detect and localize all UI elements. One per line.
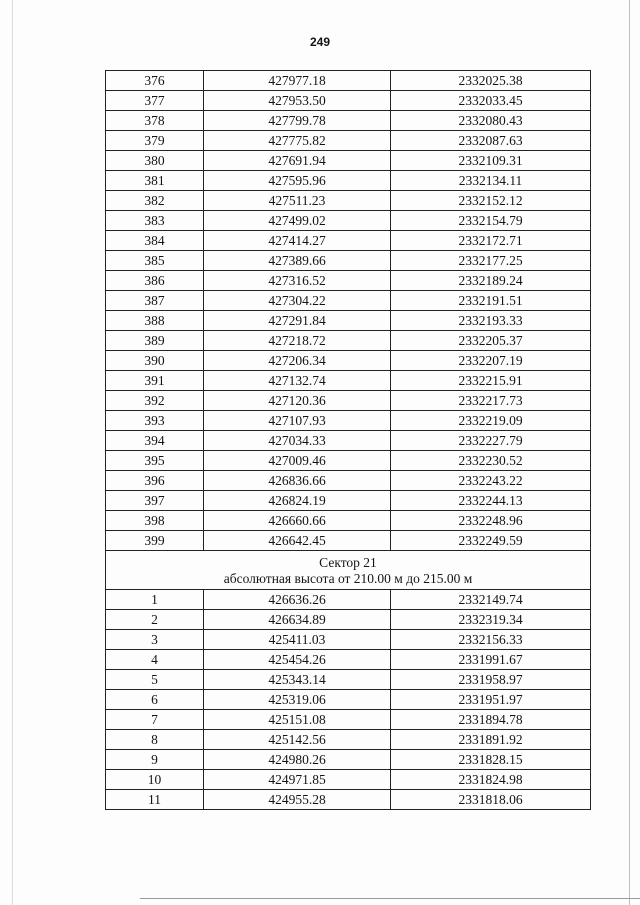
point-number-cell: 380 <box>106 151 204 171</box>
coordinate-x-cell: 426824.19 <box>204 491 391 511</box>
point-number-cell: 393 <box>106 411 204 431</box>
table-row <box>106 431 591 451</box>
coordinate-x-cell: 427316.52 <box>204 271 391 291</box>
coordinate-y-cell: 2332080.43 <box>391 111 591 131</box>
table-row <box>106 451 591 471</box>
table-row <box>106 251 591 271</box>
point-number-cell: 383 <box>106 211 204 231</box>
coordinate-x-cell: 427953.50 <box>204 91 391 111</box>
coordinate-y-cell: 2332177.25 <box>391 251 591 271</box>
point-number-cell: 387 <box>106 291 204 311</box>
coordinate-x-cell: 427499.02 <box>204 211 391 231</box>
table-row <box>106 311 591 331</box>
coordinate-x-cell: 427107.93 <box>204 411 391 431</box>
point-number-cell: 9 <box>106 750 204 770</box>
table-row <box>106 610 591 630</box>
point-number-cell: 399 <box>106 531 204 551</box>
coordinate-y-cell: 2332156.33 <box>391 630 591 650</box>
point-number-cell: 378 <box>106 111 204 131</box>
scan-edge-right <box>629 0 630 905</box>
table-row <box>106 71 591 91</box>
coordinate-y-cell: 2332191.51 <box>391 291 591 311</box>
table-row <box>106 690 591 710</box>
point-number-cell: 397 <box>106 491 204 511</box>
coordinate-x-cell: 427304.22 <box>204 291 391 311</box>
coordinate-y-cell: 2332152.12 <box>391 191 591 211</box>
table-row <box>106 471 591 491</box>
coordinate-x-cell: 427595.96 <box>204 171 391 191</box>
table-row <box>106 790 591 810</box>
table-row <box>106 650 591 670</box>
coordinate-y-cell: 2332319.34 <box>391 610 591 630</box>
point-number-cell: 7 <box>106 710 204 730</box>
coordinate-x-cell: 426642.45 <box>204 531 391 551</box>
table-row <box>106 131 591 151</box>
point-number-cell: 392 <box>106 391 204 411</box>
coordinate-x-cell: 425142.56 <box>204 730 391 750</box>
coordinate-y-cell: 2331824.98 <box>391 770 591 790</box>
table-row <box>106 191 591 211</box>
coordinate-x-cell: 425319.06 <box>204 690 391 710</box>
coordinate-y-cell: 2331894.78 <box>391 710 591 730</box>
table-row <box>106 670 591 690</box>
page-number: 249 <box>309 35 331 49</box>
coordinate-y-cell: 2331951.97 <box>391 690 591 710</box>
coordinate-y-cell: 2332219.09 <box>391 411 591 431</box>
table-row <box>106 291 591 311</box>
point-number-cell: 11 <box>106 790 204 810</box>
coordinate-y-cell: 2332033.45 <box>391 91 591 111</box>
coordinate-x-cell: 427291.84 <box>204 311 391 331</box>
coordinate-x-cell: 427132.74 <box>204 371 391 391</box>
coordinate-y-cell: 2332249.59 <box>391 531 591 551</box>
point-number-cell: 398 <box>106 511 204 531</box>
table-row <box>106 351 591 371</box>
coordinate-x-cell: 426836.66 <box>204 471 391 491</box>
scan-edge-left <box>12 0 13 905</box>
coordinate-y-cell: 2331958.97 <box>391 670 591 690</box>
table-row <box>106 371 591 391</box>
coordinate-y-cell: 2332154.79 <box>391 211 591 231</box>
table-row <box>106 211 591 231</box>
coordinate-x-cell: 427511.23 <box>204 191 391 211</box>
sector-height-range: абсолютная высота от 210.00 м до 215.00 м <box>223 571 473 586</box>
point-number-cell: 391 <box>106 371 204 391</box>
coordinate-x-cell: 427218.72 <box>204 331 391 351</box>
point-number-cell: 394 <box>106 431 204 451</box>
sector-cell <box>106 551 591 590</box>
table-row <box>106 770 591 790</box>
table-row <box>106 750 591 770</box>
coordinate-x-cell: 427799.78 <box>204 111 391 131</box>
point-number-cell: 386 <box>106 271 204 291</box>
coordinate-x-cell: 427009.46 <box>204 451 391 471</box>
point-number-cell: 395 <box>106 451 204 471</box>
table-row <box>106 111 591 131</box>
coordinate-y-cell: 2332217.73 <box>391 391 591 411</box>
table-row <box>106 491 591 511</box>
coordinate-y-cell: 2332172.71 <box>391 231 591 251</box>
coordinate-x-cell: 426660.66 <box>204 511 391 531</box>
scan-edge-bottom <box>140 898 640 899</box>
table-row <box>106 411 591 431</box>
coordinate-x-cell: 427414.27 <box>204 231 391 251</box>
point-number-cell: 396 <box>106 471 204 491</box>
table-row <box>106 630 591 650</box>
point-number-cell: 382 <box>106 191 204 211</box>
coordinate-x-cell: 427206.34 <box>204 351 391 371</box>
coordinate-x-cell: 425454.26 <box>204 650 391 670</box>
coordinate-y-cell: 2331891.92 <box>391 730 591 750</box>
table-row <box>106 531 591 551</box>
table-row <box>106 730 591 750</box>
coordinate-y-cell: 2332248.96 <box>391 511 591 531</box>
table-row <box>106 271 591 291</box>
coordinates-table <box>105 70 591 810</box>
coordinate-y-cell: 2332149.74 <box>391 590 591 610</box>
point-number-cell: 388 <box>106 311 204 331</box>
coordinate-y-cell: 2332193.33 <box>391 311 591 331</box>
point-number-cell: 381 <box>106 171 204 191</box>
coordinate-y-cell: 2332244.13 <box>391 491 591 511</box>
coordinate-y-cell: 2332215.91 <box>391 371 591 391</box>
table-row <box>106 391 591 411</box>
coordinate-y-cell: 2332227.79 <box>391 431 591 451</box>
coordinate-x-cell: 427120.36 <box>204 391 391 411</box>
point-number-cell: 6 <box>106 690 204 710</box>
sector-row <box>106 551 591 590</box>
coordinate-y-cell: 2332134.11 <box>391 171 591 191</box>
coordinate-x-cell: 427389.66 <box>204 251 391 271</box>
coordinate-x-cell: 424971.85 <box>204 770 391 790</box>
point-number-cell: 384 <box>106 231 204 251</box>
point-number-cell: 10 <box>106 770 204 790</box>
coordinate-x-cell: 426634.89 <box>204 610 391 630</box>
table-row <box>106 151 591 171</box>
coordinate-x-cell: 427977.18 <box>204 71 391 91</box>
coordinate-x-cell: 427691.94 <box>204 151 391 171</box>
point-number-cell: 2 <box>106 610 204 630</box>
coordinate-x-cell: 424980.26 <box>204 750 391 770</box>
coordinate-x-cell: 425151.08 <box>204 710 391 730</box>
table-body-top <box>106 71 591 551</box>
coordinate-y-cell: 2332243.22 <box>391 471 591 491</box>
table-row <box>106 171 591 191</box>
point-number-cell: 389 <box>106 331 204 351</box>
coordinate-x-cell: 427775.82 <box>204 131 391 151</box>
table-row <box>106 91 591 111</box>
coordinate-y-cell: 2331818.06 <box>391 790 591 810</box>
sector-header <box>106 551 591 590</box>
point-number-cell: 8 <box>106 730 204 750</box>
coordinate-y-cell: 2331991.67 <box>391 650 591 670</box>
point-number-cell: 376 <box>106 71 204 91</box>
table-body-bottom <box>106 590 591 810</box>
point-number-cell: 379 <box>106 131 204 151</box>
coordinate-y-cell: 2332207.19 <box>391 351 591 371</box>
point-number-cell: 377 <box>106 91 204 111</box>
table-row <box>106 331 591 351</box>
point-number-cell: 1 <box>106 590 204 610</box>
coordinate-y-cell: 2332189.24 <box>391 271 591 291</box>
table-row <box>106 590 591 610</box>
coordinate-y-cell: 2332109.31 <box>391 151 591 171</box>
coordinate-x-cell: 424955.28 <box>204 790 391 810</box>
sector-title: Сектор 21 <box>319 555 377 570</box>
table-row <box>106 511 591 531</box>
coordinate-y-cell: 2331828.15 <box>391 750 591 770</box>
coordinate-x-cell: 425411.03 <box>204 630 391 650</box>
coordinate-y-cell: 2332205.37 <box>391 331 591 351</box>
point-number-cell: 4 <box>106 650 204 670</box>
point-number-cell: 5 <box>106 670 204 690</box>
table-row <box>106 231 591 251</box>
point-number-cell: 3 <box>106 630 204 650</box>
coordinate-y-cell: 2332230.52 <box>391 451 591 471</box>
coordinate-x-cell: 425343.14 <box>204 670 391 690</box>
table-row <box>106 710 591 730</box>
coordinate-x-cell: 427034.33 <box>204 431 391 451</box>
point-number-cell: 385 <box>106 251 204 271</box>
coordinate-x-cell: 426636.26 <box>204 590 391 610</box>
point-number-cell: 390 <box>106 351 204 371</box>
coordinate-y-cell: 2332087.63 <box>391 131 591 151</box>
coordinate-y-cell: 2332025.38 <box>391 71 591 91</box>
